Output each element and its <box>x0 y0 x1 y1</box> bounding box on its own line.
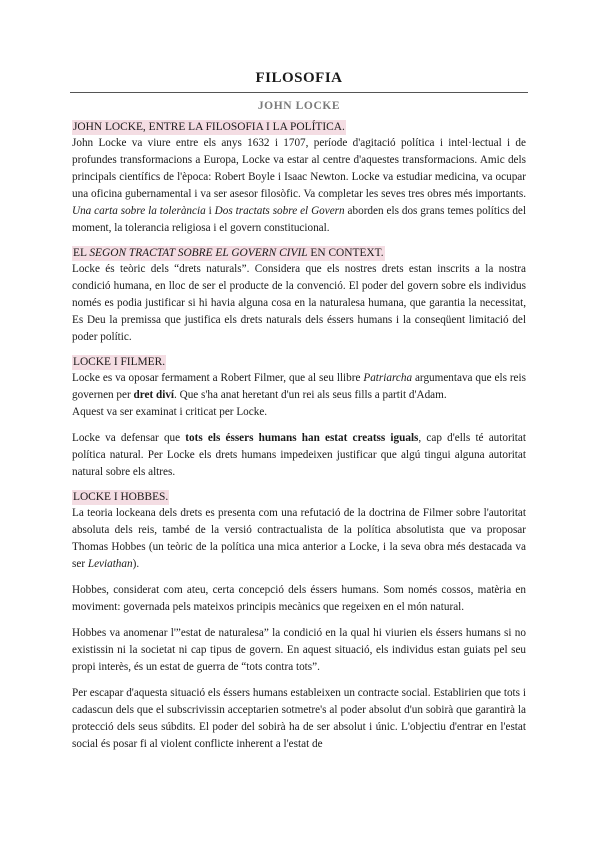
paragraph: La teoria lockeana dels drets es presenta com una refutació de la doctrina de Filmer sobre l'autoritat absoluta dels reis, també de la versió contractualista de la política absolutista que va proposar Thomas Hobbes (un teòric de la política una mica anterior a Locke, i la seva obra més destacada va ser Leviathan). <box>72 507 526 570</box>
title-divider <box>70 92 528 93</box>
section-heading-wrap <box>72 119 526 135</box>
document-title: FILOSOFIA <box>255 70 343 86</box>
document-subtitle: JOHN LOCKE <box>257 100 341 112</box>
paragraph: Hobbes, considerat com ateu, certa concepció dels éssers humans. Som només cossos, matèria en moviment: governada pels mateixos principis mecànics que regeixen en el món natural. <box>72 584 526 613</box>
section-heading: LOCKE I FILMER. <box>73 356 166 368</box>
section-heading-wrap <box>72 354 526 370</box>
paragraph: Hobbes va anomenar l'”estat de naturalesa” la condició en la qual hi viurien els éssers humans si no existissin ni la societat ni cap tipus de govern. En aquest situació, els individus estan guiats pel seu propi interès, és un estat de guerra de “tots contra tots”. <box>72 627 526 673</box>
paragraph: Locke és teòric dels “drets naturals”. Considera que els nostres drets estan inscrits a la nostra condició humana, en lloc de ser el producte de la convenció. El poder del govern sobre els individus només es podia justificar si hi havia alguna cosa en la naturalesa humana, que garantia la necessitat, Es Deu la premissa que justifica els drets naturals dels éssers humans i la conseqüent limitació del poder polític. <box>72 263 526 343</box>
section-heading: EL SEGON TRACTAT SOBRE EL GOVERN CIVIL EN CONTEXT. <box>73 247 384 259</box>
section-heading-wrap <box>72 245 526 261</box>
section-heading: LOCKE I HOBBES. <box>73 491 169 503</box>
document-page <box>72 62 526 753</box>
paragraph: Locke va defensar que tots els éssers humans han estat creatss iguals, cap d'ells té autoritat política natural. Per Locke els drets humans impedeixen justificar que algú tingui alguna autoritat natural sobre els altres. <box>72 432 526 478</box>
paragraph: Locke es va oposar fermament a Robert Filmer, que al seu llibre Patriarcha argumentava que els reis governen per dret diví. Que s'ha anat heretant d'un rei als seus fills a partit d'Adam. <box>72 372 526 401</box>
paragraph: Aquest va ser examinat i criticat per Locke. <box>72 406 268 418</box>
section-heading-wrap <box>72 489 526 505</box>
paragraph: Per escapar d'aquesta situació els éssers humans estableixen un contracte social. Establirien que tots i cadascun dels que el subscrivissin acceptarien sotmetre's al poder absolut d'un sobirà que garantirà la protecció dels seus súbdits. El poder del sobirà ha de ser absolut i únic. L'objectiu d'entrar en l'estat social és posar fi al violent conflicte inherent a l'estat de <box>72 687 526 750</box>
paragraph: John Locke va viure entre els anys 1632 i 1707, període d'agitació política i intel·lectual i de profundes transformacions a Europa, Locke va estar al centre d'aquestes transformacions. Amic dels principals científics de l'època: Robert Boyle i Isaac Newton. Locke va estudiar medicina, va ocupar una oficina gubernamental i va ser asesor filosòfic. Va completar les seves tres obres més importants. Una carta sobre la tolerància i Dos tractats sobre el Govern aborden els dos grans temes polítics del moment, la tolerancia religiosa i el govern constitucional. <box>72 137 527 234</box>
section-heading: JOHN LOCKE, ENTRE LA FILOSOFIA I LA POLÍTICA. <box>73 121 345 133</box>
